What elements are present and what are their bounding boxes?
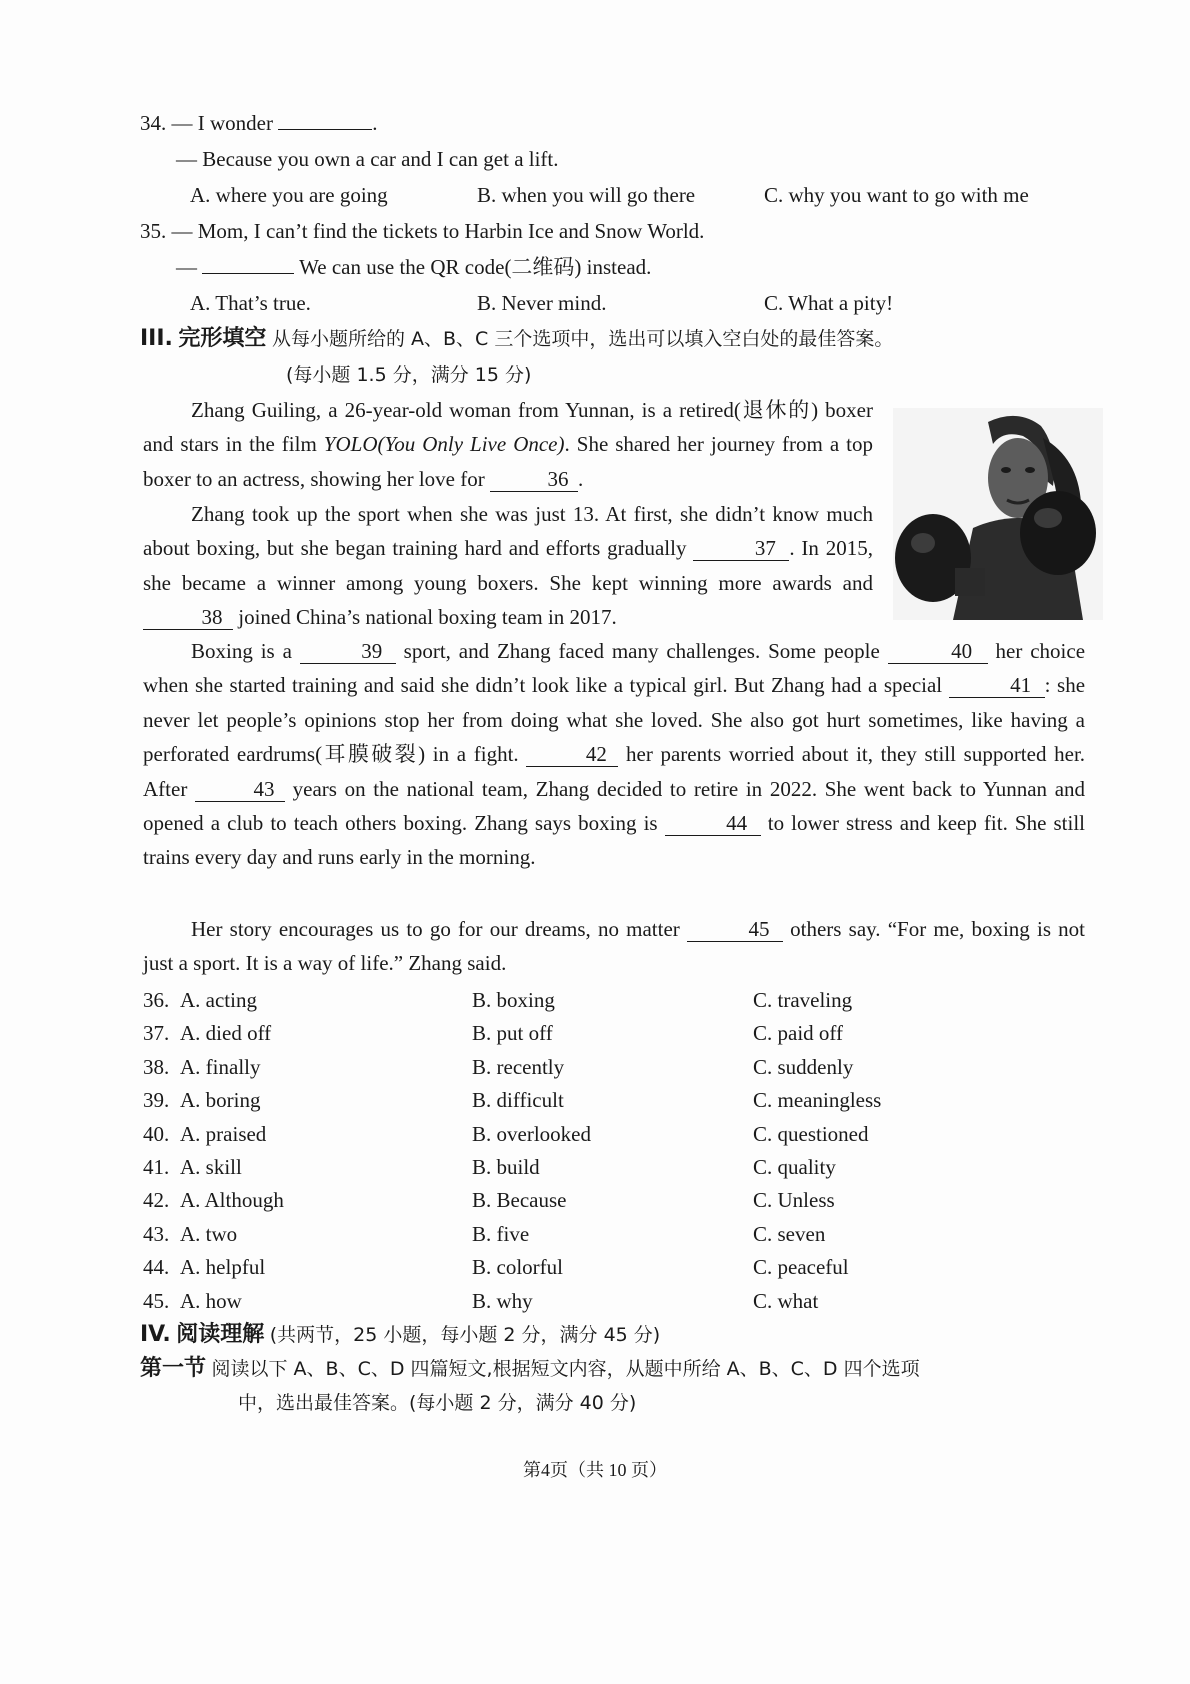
choice-43-a: A. two	[180, 1221, 238, 1246]
q35-stem: 35. — Mom, I can’t find the tickets to Harbin Ice and Snow World.	[140, 219, 705, 243]
blank-38: 38	[143, 605, 233, 630]
choice-39-a: A. boring	[180, 1088, 261, 1113]
choice-45-c: C. what	[753, 1288, 819, 1313]
choice-38-c: C. suddenly	[753, 1054, 854, 1079]
choice-44-c: C. peaceful	[753, 1255, 849, 1280]
blank-41: 41	[949, 673, 1045, 698]
q34-blank	[278, 129, 372, 130]
q35-option-a: A. That’s true.	[190, 291, 311, 315]
section-4-part-1: 第一节 阅读以下 A、B、C、D 四篇短文,根据短文内容，从题中所给 A、B、C、D 四个选项	[140, 1356, 920, 1381]
section-3-score: (每小题 1.5 分，满分 15 分)	[286, 364, 532, 386]
choice-39-b: B. difficult	[472, 1088, 564, 1113]
choice-44-b: B. colorful	[472, 1255, 563, 1280]
choice-41-c: C. quality	[753, 1155, 836, 1179]
choice-37-c: C. paid off	[753, 1021, 844, 1046]
choice-45-a: A. how	[180, 1288, 242, 1313]
choice-42-a: A. Although	[180, 1188, 284, 1213]
choice-38-num: 38.	[143, 1054, 170, 1079]
choice-36-num: 36.	[143, 988, 170, 1012]
boxer-photo	[893, 408, 1103, 620]
section-3-header: III. 完形填空 从每小题所给的 A、B、C 三个选项中，选出可以填入空白处的最佳答案。	[140, 326, 894, 351]
choice-41-a: A. skill	[180, 1155, 242, 1179]
section-4-part-1-line-2: 中，选出最佳答案。(每小题 2 分，满分 40 分)	[238, 1392, 637, 1414]
q35-reply: — We can use the QR code(二维码) instead.	[176, 255, 652, 279]
choice-39-num: 39.	[143, 1088, 170, 1113]
choice-37-num: 37.	[143, 1021, 170, 1046]
q34-option-b: B. when you will go there	[477, 183, 696, 207]
blank-43: 43	[195, 777, 285, 802]
choice-40-c: C. questioned	[753, 1121, 869, 1146]
choice-43-c: C. seven	[753, 1221, 826, 1246]
choice-40-a: A. praised	[180, 1121, 267, 1146]
choice-36-a: A. acting	[180, 988, 257, 1012]
choice-41-num: 41.	[143, 1155, 170, 1179]
blank-39: 39	[300, 639, 396, 664]
passage-paragraph-4: Her story encourages us to go for our dreams, no matter 45 others say. “For me, boxing is not just a sport. It is a way of life.” Zhang said.	[143, 917, 1086, 976]
blank-44: 44	[665, 811, 761, 836]
choice-42-num: 42.	[143, 1188, 170, 1213]
choice-40-b: B. overlooked	[472, 1121, 591, 1146]
section-4-header: IV. 阅读理解 (共两节，25 小题，每小题 2 分，满分 45 分)	[140, 1322, 661, 1347]
choice-42-c: C. Unless	[753, 1188, 835, 1213]
blank-37: 37	[693, 536, 789, 561]
choice-43-num: 43.	[143, 1221, 170, 1246]
q35-blank	[202, 273, 294, 274]
q35-option-b: B. Never mind.	[477, 291, 607, 315]
q34-option-a: A. where you are going	[190, 183, 388, 207]
q34-option-c: C. why you want to go with me	[764, 183, 1029, 207]
choice-39-c: C. meaningless	[753, 1088, 882, 1113]
blank-42: 42	[526, 742, 618, 767]
passage-paragraph-2: Zhang took up the sport when she was just 13. At first, she didn’t know much about boxing, but she began training hard and efforts gradually 37 . In 2015, she became a winner among young boxers. She kept winning more awards and 38 joined China’s national boxing team in 2017.	[143, 502, 873, 630]
choice-41-b: B. build	[472, 1155, 540, 1179]
choice-40-num: 40.	[143, 1121, 170, 1146]
q34-reply: — Because you own a car and I can get a lift.	[176, 147, 559, 171]
passage-paragraph-1: Zhang Guiling, a 26-year-old woman from Yunnan, is a retired(退休的) boxer and stars in the film YOLO(You Only Live Once). She shared her journey from a top boxer to an actress, showing her love for 36 .	[143, 398, 873, 491]
q35-option-c: C. What a pity!	[764, 291, 894, 315]
q34-stem: 34. — I wonder .	[140, 111, 378, 135]
choice-36-b: B. boxing	[472, 988, 555, 1012]
choice-45-num: 45.	[143, 1288, 170, 1313]
choice-38-a: A. finally	[180, 1054, 261, 1079]
choice-37-a: A. died off	[180, 1021, 272, 1046]
blank-45: 45	[687, 917, 783, 942]
blank-40: 40	[888, 639, 988, 664]
page-number: 第4页（共 10 页）	[523, 1460, 667, 1480]
blank-36: 36	[490, 467, 578, 492]
choice-42-b: B. Because	[472, 1188, 567, 1213]
choice-36-c: C. traveling	[753, 988, 853, 1012]
film-title: YOLO(You Only Live Once)	[323, 432, 565, 457]
choice-45-b: B. why	[472, 1288, 533, 1313]
choice-44-a: A. helpful	[180, 1255, 266, 1280]
passage-paragraph-3: Boxing is a 39 sport, and Zhang faced many challenges. Some people 40 her choice when she started training and said she didn’t look like a typical girl. But Zhang had a special 41 : she never let people’s opinions stop her from doing what she loved. She also got hurt sometimes, like having a perforated eardrums(耳膜破裂) in a fight. 42 her parents worried about it, they still supported her. After 43 years on the national team, Zhang decided to retire in 2022. She went back to Yunnan and opened a club to teach others boxing. Zhang says boxing is 44 to lower stress and keep fit. She still trains every day and runs early in the morning.	[143, 639, 1086, 870]
choice-44-num: 44.	[143, 1255, 170, 1280]
choice-37-b: B. put off	[472, 1021, 553, 1046]
choice-38-b: B. recently	[472, 1054, 565, 1079]
choice-43-b: B. five	[472, 1221, 530, 1246]
